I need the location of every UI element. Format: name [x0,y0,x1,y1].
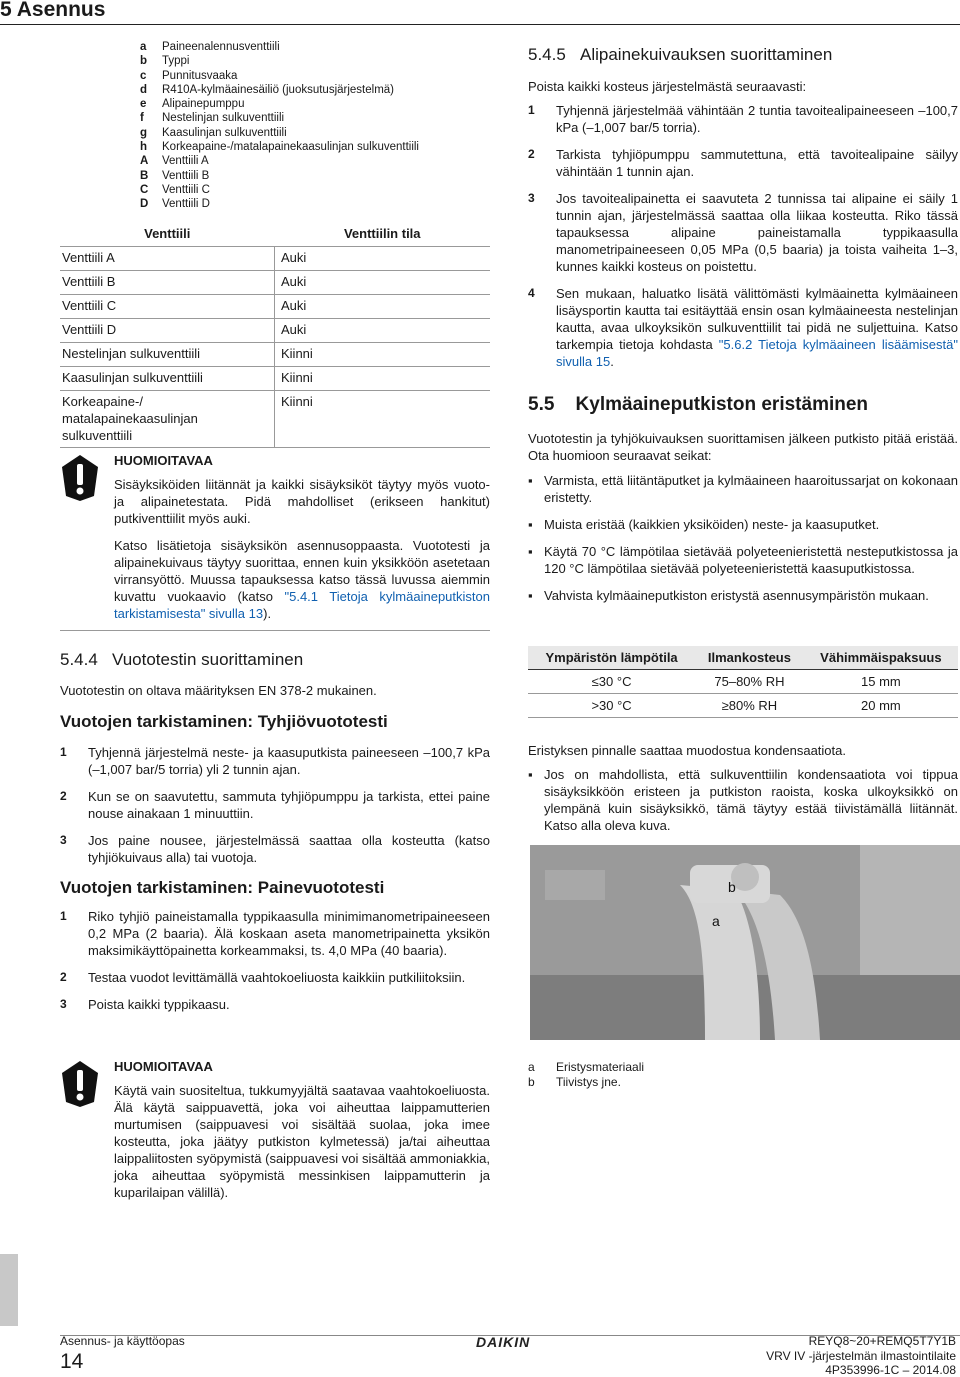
section-heading [60,650,303,670]
legend-key: g [140,126,148,139]
valve-state-table [60,220,490,448]
legend-text: Paineenalennusventtiili [162,41,280,53]
legend-key: c [140,69,147,82]
legend-item [140,54,419,68]
table-cell: 20 mm [804,694,958,718]
valve-state-cell: Auki [275,319,346,343]
table-row [60,295,490,319]
legend-item [140,126,419,140]
empty-cell [345,247,490,271]
valve-state-cell: Auki [275,271,346,295]
step-list [60,908,490,1023]
empty-cell [345,271,490,295]
bullet-list [528,472,958,614]
bullet-item [528,516,958,533]
chapter-title: 5 Asennus [0,0,106,21]
step-text: Riko tyhjiö paineistamalla typpikaasulla minimimanometripaineeseen 0,2 MPa (2 baaria). Älä koskaan aseta manometripainetta yksikön maksimikäyttöpainetta korkeammaksi, ts. 4,0 MPa (40 baaria). [88,909,490,958]
note-text: Käytä vain suositeltua, tukkumyyjältä saatavaa vaahtokoeliuosta. Älä käytä saippuavettä, joka voi aiheuttaa laippamutterien murtumisen (saippuavesi voi sisältää suolaa, joka imee kosteutta, joka jäätyy putkiston kylmetessä) ja/tai aiheuttaa laippaliitosten syöpymistä (saippuavesi voi sisältää ammoniakkia, joka aiheuttaa syöpymistä messinkisen laippamutterin ja kuparilaipan välillä). [114,1083,490,1200]
valve-name-cell: Venttiili D [60,319,275,343]
table-row [60,271,490,295]
note-title: HUOMIOITAVAA [114,1059,213,1074]
step-item [60,969,490,986]
section-number: 5.4.5 [528,45,566,64]
column-header: Ympäristön lämpötila [528,646,695,670]
step-number: 3 [60,833,67,847]
bullet-item [528,543,958,577]
footer-subtitle: VRV IV -järjestelmän ilmastointilaite [766,1349,956,1363]
empty-cell [345,367,490,391]
legend-text: Korkeapaine-/matalapainekaasulinjan sulkuventtiili [162,141,419,154]
legend-key: D [140,198,149,211]
insulation-table [528,646,958,718]
bullet-text: Jos on mahdollista, että sulkuventtiilin kondensaatiota voi tippua sisäyksikköön eristeen ja putkiston raoista, koska ulkoyksikkö on ylempänä kuin sisäyksikkö, tämä täytyy estää tiivistämällä liitännät. Katso alla oleva kuva. [544,767,958,833]
legend-key: a [528,1060,535,1074]
legend-text: Typpi [162,55,190,68]
legend-key: B [140,169,149,182]
step-item [528,102,958,136]
legend-key: b [140,55,148,68]
subsection-heading: Vuotojen tarkistaminen: Tyhjiövuototesti [60,712,388,731]
legend-key: d [140,83,148,96]
bullet-marker: ▪ [528,767,533,782]
legend-item [140,169,419,183]
bullet-text: Käytä 70 °C lämpötilaa sietävää polyeteenieristettä nesteputkistossa ja 120 °C lämpötilaa sietävää polyeteenieristettä kaasuputkistossa. [544,544,958,576]
section-title: Kylmäaineputkiston eristäminen [575,394,869,415]
legend-text: R410A-kylmäainesäiliö (juoksutusjärjestelmä) [162,83,395,96]
table-cell: 15 mm [804,670,958,694]
step-text: Tarkista tyhjiöpumppu sammutettuna, että tavoitealipaine säilyy vähintään 1 tunnin ajan. [556,147,958,179]
valve-state-cell: Auki [275,247,346,271]
step-item [60,832,490,866]
step-text: Tyhjennä järjestelmä neste- ja kaasuputkista paineeseen –100,7 kPa (–1,007 bar/5 torria) yli 2 tunnin ajan. [88,745,490,777]
legend-item [528,1060,644,1075]
legend-key: b [528,1075,535,1089]
valve-state-cell: Kiinni [275,343,346,367]
step-item [60,744,490,778]
step-number: 3 [528,191,535,205]
step-number: 2 [60,970,67,984]
step-item [60,996,490,1013]
bullet-text: Vahvista kylmäaineputkiston eristystä asennusympäristön mukaan. [544,588,929,603]
step-text: Jos paine nousee, järjestelmässä saattaa olla kosteutta (katso tyhjiökuivaus alla) tai vuotoja. [88,833,490,865]
page-number: 14 [60,1350,84,1373]
valve-name-cell: Kaasulinjan sulkuventtiili [60,367,275,391]
footer-code: 4P353996-1C – 2014.08 [825,1363,956,1377]
valve-name-cell: Korkeapaine-/ matalapainekaasulinjan sulkuventtiili [60,391,275,448]
column-header: Venttiili [60,220,275,247]
legend-text: Eristysmateriaali [556,1060,645,1074]
paragraph: Poista kaikki kosteus järjestelmästä seuraavasti: [528,79,807,94]
legend-item [140,111,419,125]
legend-key: A [140,155,149,168]
column-header: Venttiilin tila [275,220,491,247]
column-header: Vähimmäispaksuus [804,646,958,670]
step-item [528,146,958,180]
table-row [60,391,490,448]
valve-name-cell: Nestelinjan sulkuventtiili [60,343,275,367]
legend-item [140,83,419,97]
table-cell: 75–80% RH [695,670,804,694]
table-row [60,247,490,271]
step-list [60,744,490,876]
valve-state-cell: Auki [275,295,346,319]
bullet-text: Muista eristää (kaikkien yksiköiden) neste- ja kaasuputket. [544,517,880,532]
bullet-marker: ▪ [528,473,533,488]
step-number: 2 [60,789,67,803]
exclamation-icon [60,1060,100,1108]
cross-reference-link[interactable]: "5.6.2 Tietoja kylmäaineen lisäämisestä" sivulla 15 [556,337,958,369]
paragraph: Vuototestin ja tyhjökuivauksen suorittamisen jälkeen putkisto pitää eristää. Ota huomioon seuraavat seikat: [528,431,958,463]
step-text: Poista kaikki typpikaasu. [88,997,230,1012]
column-header: Ilmankosteus [695,646,804,670]
photo-illustration [530,845,960,1040]
chapter-marker [0,1254,18,1326]
legend-text: Nestelinjan sulkuventtiili [162,112,285,125]
section-title: Vuototestin suorittaminen [111,650,304,669]
note-text: Sisäyksiköiden liitännät ja kaikki sisäyksiköt täytyy myös vuoto- ja alipainetestata. Pidä mahdolliset (erikseen hankitut) putkiventtiilit myös auki. [114,477,490,526]
valve-name-cell: Venttiili B [60,271,275,295]
exclamation-icon [60,454,100,502]
step-text: Tyhjennä järjestelmää vähintään 2 tuntia tavoitealipaineeseen –100,7 kPa (–1,007 bar/5 torria). [556,103,958,135]
section-title: Alipainekuivauksen suorittaminen [579,45,833,64]
step-number: 3 [60,997,67,1011]
table-row [528,694,958,718]
legend-item [140,140,419,154]
legend-text: Alipainepumppu [162,98,245,111]
section-heading [528,45,832,65]
legend-key: C [140,183,149,196]
footer-model: REYQ8~20+REMQ5T7Y1B [808,1334,956,1348]
step-text: Kun se on saavutettu, sammuta tyhjiöpumppu ja tarkista, ettei paine nouse ainakaan 1 minuuttiin. [88,789,490,821]
valve-state-cell: Kiinni [275,391,346,448]
step-text: Jos tavoitealipainetta ei saavuteta 2 tunnissa tai alipaine ei säily 1 tunnin ajan, järjestelmässä saattaa olla liikaa kosteutta. Riko tässä tapauksessa alipaine paineistamalla typpikaasulla manometripaineeseen 0,05 MPa (0,5 baaria) ja toista vaiheita 1–3, kunnes kaikki kosteus on poistettu. [556,191,958,274]
empty-cell [345,343,490,367]
paragraph: Eristyksen pinnalle saattaa muodostua kondensaatiota. [528,743,846,758]
note-title: HUOMIOITAVAA [114,453,213,468]
step-list [528,102,958,380]
legend-text: Venttiili C [162,183,210,196]
step-item [528,190,958,275]
warning-note [60,452,490,631]
table-cell: >30 °C [528,694,695,718]
bullet-marker: ▪ [528,517,533,532]
step-number: 1 [528,103,535,117]
valve-state-cell: Kiinni [275,367,346,391]
section-heading [528,394,868,416]
warning-note [60,1058,490,1230]
note-text: ). [263,606,272,621]
step-item [60,788,490,822]
bullet-item [528,587,958,604]
bullet-marker: ▪ [528,588,533,603]
bullet-item [528,472,958,506]
valve-name-cell: Venttiili A [60,247,275,271]
bullet-list [528,766,958,844]
figure-callout-a: a [712,913,720,929]
legend-text: Tiivistys jne. [556,1075,621,1089]
legend-key: e [140,98,147,111]
legend-item [140,183,419,197]
table-cell: ≤30 °C [528,670,695,694]
bullet-text: Varmista, että liitäntäputket ja kylmäaineen haaroitussarjat on kokonaan eristetty. [544,473,958,505]
step-text: Sen mukaan, haluatko lisätä välittömästi kylmäainetta kylmäaineen lisäysportin kautta tai esitäyttää ensin osan kylmäaineesta nestelinjan kautta, avaa ulkoyksikön sulkuventtiilit tai pidä ne suljettuina. Katso tarkempia tietoja kohdasta [556,286,958,352]
table-cell: ≥80% RH [695,694,804,718]
step-number: 1 [60,745,67,759]
footer-doc-title: Asennus- ja käyttöopas [60,1334,185,1348]
step-text: Testaa vuodot levittämällä vaahtokoeliuosta kaikkiin putkiliitoksiin. [88,970,466,985]
legend-text: Kaasulinjan sulkuventtiili [162,126,287,139]
figure-legend [140,40,419,212]
daikin-logo: DAIKIN [476,1334,531,1350]
empty-cell [345,391,490,448]
legend-item [528,1075,644,1090]
page-header [0,0,960,25]
cross-reference-link[interactable]: "5.4.1 Tietoja kylmäaineputkiston tarkistamisesta" sivulla 13 [114,589,490,621]
legend-text: Punnitusvaaka [162,69,238,82]
legend-key: a [140,41,147,53]
step-number: 1 [60,909,67,923]
table-row [60,367,490,391]
bullet-marker: ▪ [528,544,533,559]
legend-item [140,154,419,168]
legend-text: Venttiili D [162,198,210,211]
insulation-photo [530,845,960,1040]
table-row [60,343,490,367]
figure-callout-b: b [728,879,736,895]
note-text: Katso lisätietoja sisäyksikön asennusoppaasta. Vuototesti ja alipainekuivaus täytyy suorittaa, ennen kuin yksikköön asetetaan virransyöttö. Muussa tapauksessa katso tässä luvussa aiemmin kuvattu vuokaavio (katso [114,538,490,604]
legend-item [140,69,419,83]
empty-cell [345,319,490,343]
legend-key: h [140,141,148,154]
step-item [60,908,490,959]
figure-legend [528,1060,644,1090]
legend-text: Venttiili B [162,169,210,182]
legend-text: Venttiili A [162,155,209,168]
paragraph: Vuototestin on oltava määrityksen EN 378-2 mukainen. [60,683,377,698]
section-number: 5.5 [528,394,555,415]
empty-cell [345,295,490,319]
section-number: 5.4.4 [60,650,98,669]
legend-item [140,97,419,111]
legend-key: f [140,112,144,125]
legend-item [140,197,419,211]
subsection-heading: Vuotojen tarkistaminen: Painevuototesti [60,878,385,897]
valve-name-cell: Venttiili C [60,295,275,319]
table-row [528,670,958,694]
step-number: 4 [528,286,535,300]
table-row [60,319,490,343]
step-text: . [610,354,614,369]
step-number: 2 [528,147,535,161]
legend-item [140,40,419,54]
